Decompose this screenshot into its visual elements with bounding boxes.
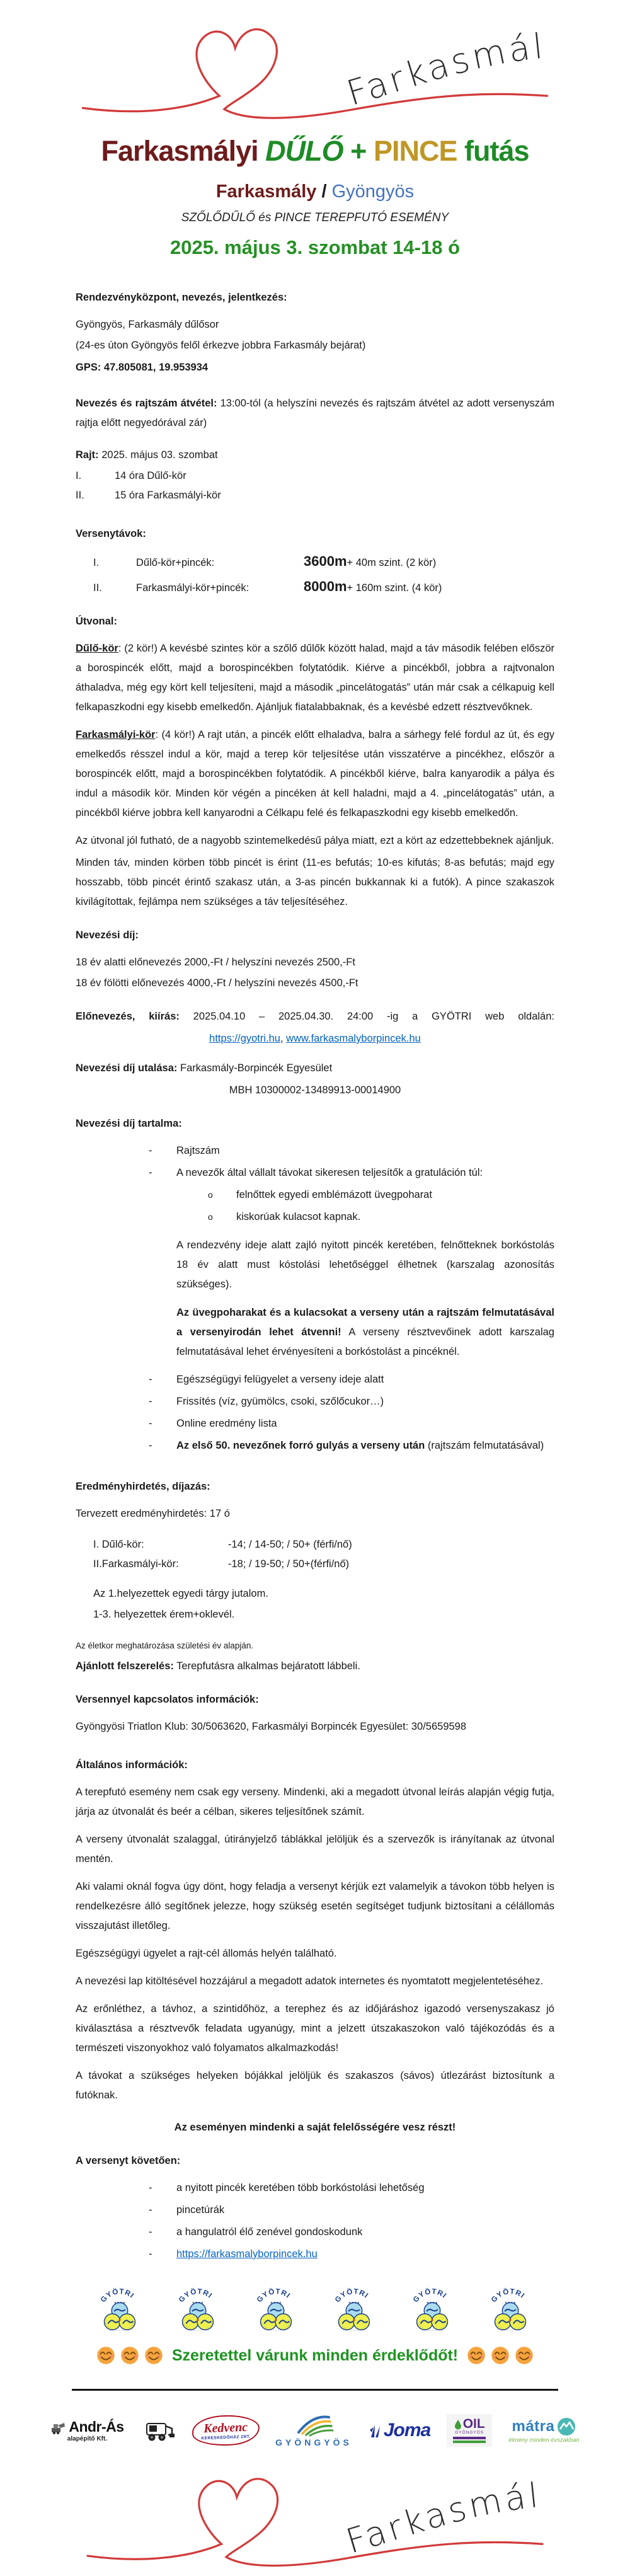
prereg-label: Előnevezés, kiírás: [76,1011,180,1022]
age-note: Az életkor meghatározása születési év alapján. [76,1641,254,1650]
fee-heading: Nevezési díj: [76,929,139,941]
title-part-futas: futás [457,135,529,167]
results-categories: -14; / 14-50; / 50+ (férfi/nő) [228,1539,352,1550]
responsibility-notice: Az eseményen mindenki a saját felelősségére vesz részt! [174,2122,456,2133]
sponsor-joma-logo [369,2420,430,2441]
prize-medal-line: 1-3. helyezettek érem+oklevél. [93,1609,235,1620]
glass-pickup-bold: Az üvegpoharakat és a kulacsokat a verseny után a rajtszám felmutatásával a versenyirodán lehet átvenni! [176,1307,554,1338]
prereg-paragraph [76,1007,554,1026]
distance-detail: + 40m szint. (2 kör) [346,557,437,568]
smiley-icon [144,2346,163,2365]
title-part-farkasmalyi: Farkasmályi [101,135,266,167]
tasting-paragraph: A rendezvény ideje alatt zajló nyitott pincék keretében, felnőtteknek borkóstolás 18 év alatt must kóstolási lehetőséggel élhetnek (karszalag azonosítás szükséges). [176,1239,554,1290]
start-item-text: 15 óra Farkasmályi-kör [115,490,221,501]
joma-claw-icon [369,2421,382,2440]
planned-results-line: Tervezett eredményhirdetés: 17 ó [76,1508,230,1519]
venue-heading: Rendezvényközpont, nevezés, jelentkezés: [76,292,287,303]
general-paragraph: A verseny útvonalát szalaggal, útirányjelző táblákkal jelöljük és a szervezők is irányítanak az útvonal mentén. [76,1834,554,1865]
route-dulo-label: Dűlő-kör [76,643,118,654]
fee-includes-bullet-goulash [76,1436,554,1456]
start-item [76,486,554,505]
sponsor-matra-tagline: élmény minden évszakban [508,2437,580,2444]
registration-text: 13:00-tól (a helyszíni nevezés és rajtszám átvétel az adott versenyszám rajtja előtt negyedórával zár) [76,398,554,428]
gyotri-club-badge [250,2283,302,2340]
general-paragraph: A terepfutó esemény nem csak egy verseny. Mindenki, aki a megadott útvonal leírás alapján végig futja, járja az útvonalát és beér a célban, sikeres teljesítőnek számít. [76,1786,554,1817]
goulash-rest: (rajtszám felmutatásával) [425,1440,544,1451]
fee-includes-bullet: - Rajtszám [76,1141,554,1161]
results-row [93,1555,554,1574]
distance-name: Dűlő-kör+pincék: [136,557,215,568]
prereg-text: 2025.04.10 – 2025.04.30. 24:00 -ig a GYÖTRI web oldalán: [179,1011,554,1022]
transfer-label: Nevezési díj utalása: [76,1062,178,1074]
farkasmaly-borpincek-footer-link[interactable]: https://farkasmalyborpincek.hu [176,2248,318,2260]
distance-detail: + 160m szint. (4 kör) [346,582,442,594]
results-race-name: II.Farkasmályi-kör: [93,1558,179,1570]
location-line [0,181,630,202]
location-separator: / [316,181,332,202]
general-paragraph: Az erőnléthez, a távhoz, a szintidőhöz, a terephez és az időjáráshoz igazodó versenyszakasz jó kiválasztása a résztvevők feladata ugyanúgy, mint a jelzett útszakaszokon való tájékozódás és a természeti viszonyokhoz való folyamatos alkalmazkodás! [76,2003,554,2054]
title-part-plus: + [343,135,374,167]
start-label: Rajt: [76,449,99,461]
sponsor-andras-logo [50,2418,123,2442]
event-datetime: 2025. május 3. szombat 14-18 ó [169,236,461,258]
smiley-icon [96,2346,115,2365]
distance-num: II. [93,582,102,594]
registration-label: Nevezés és rajtszám átvétel: [76,398,217,409]
matra-mountain-icon [557,2417,576,2436]
fee-includes-heading: Nevezési díj tartalma: [76,1118,182,1129]
fee-includes-bullet: - A nevezők által vállalt távokat sikeresen teljesítők a gratuláción túl: [76,1163,554,1183]
location-gyongyos: Gyöngyös [331,181,415,202]
route-dulo-paragraph [76,639,554,717]
sponsor-logos-row [0,2406,630,2455]
fee-includes-subbullet: o kiskorúak kulacsot kapnak. [76,1207,554,1227]
after-race-bullet: - a hangulatról élő zenével gondoskodunk [76,2222,554,2242]
prereg-links [76,1029,554,1049]
oil-logo-bars [453,2437,486,2443]
gyotri-club-badge [328,2283,380,2340]
sponsor-kedvenc-subtitle: KERESKEDŐHÁZ ZRT. [200,2434,251,2441]
fee-includes-bullet: - Egészségügyi felügyelet a verseny ideje alatt [76,1370,554,1389]
bank-account-number: MBH 10300002-13489913-00014900 [229,1084,401,1096]
general-heading: Általános információk: [76,1759,188,1771]
results-categories: -18; / 19-50; / 50+(férfi/nő) [228,1558,350,1570]
sponsor-matra-logo [508,2417,579,2444]
fee-includes-subbullet: o felnőttek egyedi emblémázott üvegpoharat [76,1185,554,1205]
distance-value: 3600m [304,553,347,569]
location-farkasmaly: Farkasmály [215,181,317,202]
farkasmaly-heart-logo [69,8,561,129]
sponsor-kedvenc-logo [192,2414,260,2447]
after-race-bullet: - a nyitott pincék keretében több borkóstolási lehetőség [76,2178,554,2198]
gyotri-badges-row [0,2283,630,2340]
distance-num: I. [93,557,100,568]
equipment-label: Ajánlott felszerelés: [76,1660,174,1672]
sponsor-matra-name: mátra [512,2418,555,2435]
glass-pickup-paragraph [176,1303,554,1362]
page-title [0,135,630,168]
route-dulo-text: : (2 kör!) A kevésbé szintes kör a szőlő dűlők között halad, majd a táv második felében először a borospincék előtt, majd a borospincékben folytatódik. Kiérve a pincékből, jobbra a rajtvonalon áthaladva, még egy kört kell teljesíteni, majd a második „pincelátogatás” után már csak a célkapuig kell felkapaszkodni egy kisebb emelkedőn. Ajánljuk fiatalabbaknak, és a kevésbé edzett résztvevőknek. [76,643,554,713]
transfer-line [76,1059,554,1078]
route-farkasmalyi-paragraph [76,725,554,823]
after-race-bullet: - pincetúrák [76,2200,554,2220]
route-note-paragraph: Az útvonal jól futható, de a nagyobb szintemelkedésű pálya miatt, ezt a kört az edzettebbeknek ajánljuk. [76,835,554,846]
start-line [76,446,554,465]
fee-over18: 18 év fölötti előnevezés 4000,-Ft / helyszíni nevezés 4500,-Ft [76,977,358,989]
sponsor-kedvenc-name: Kedvenc [203,2420,248,2436]
route-cellars-paragraph: Minden táv, minden körben több pincét is érint (11-es befutás; 10-es kifutás; 8-as befutás; majd egy hosszabb, több pincét érintő szakasz után, a 3-as pincén bukkannak ki a futók). A pince szakaszok kivilágítottak, fejlámpa nem szükséges a táv teljesítéséhez. [76,857,554,907]
start-item-num: I. [76,470,82,481]
gyotri-club-badge [484,2283,536,2340]
farkasmaly-borpincek-link[interactable]: www.farkasmalyborpincek.hu [286,1033,421,1044]
equipment-line [76,1657,554,1676]
gyongyos-stripes-icon [294,2413,334,2436]
gyotri-club-badge [172,2283,224,2340]
smiley-icon [491,2346,510,2365]
fee-includes-bullet: - Online eredmény lista [76,1414,554,1434]
general-paragraph: Egészségügyi ügyelet a rajt-cél állomás helyén található. [76,1948,337,1959]
after-race-link-bullet [76,2245,554,2264]
route-heading: Útvonal: [76,616,117,627]
title-part-dulo: DŰLŐ [265,135,343,167]
registration-paragraph [76,394,554,433]
venue-directions: (24-es úton Gyöngyös felől érkezve jobbra Farkasmály bejárat) [76,340,366,351]
general-paragraph: A távokat a szükséges helyeken bójákkal jelöljük és szakaszos (sávos) útlezárást biztosítunk a futóknak. [76,2070,554,2101]
general-paragraph: Aki valami oknál fogva úgy dönt, hogy feladja a versenyt kérjük ezt valamelyik a távokon több helyen is rendelkezésre álló segítőnek jelezze, hogy szükség esetén segítséget tudjunk biztosítani a célállomás visszajutást illetőleg. [76,1881,554,1931]
flyer-body [76,288,554,2264]
distance-name: Farkasmályi-kör+pincék: [136,582,249,594]
link-separator: , [280,1033,287,1044]
prize-first-line: Az 1.helyezettek egyedi tárgy jutalom. [93,1588,268,1599]
contact-phones: Gyöngyösi Triatlon Klub: 30/5063620, Farkasmályi Borpincék Egyesület: 30/5659598 [76,1721,467,1732]
start-item-text: 14 óra Dűlő-kör [115,470,186,481]
excavator-icon [50,2420,67,2434]
venue-address: Gyöngyös, Farkasmály dűlősor [76,319,219,330]
glass-pickup-rest: A verseny résztvevőinek adott karszalag felmutatásával lehet érvényesíteni a borkóstolást a pincéknél. [176,1326,554,1357]
title-part-pince: PINCE [373,135,457,167]
gyotri-club-badge [94,2283,146,2340]
gyotri-link[interactable]: https://gyotri.hu [209,1033,280,1044]
general-paragraph: A nevezési lap kitöltésével hozzájárul a megadott adatok internetes és nyomtatott megjelentetéséhez. [76,1975,544,1987]
equipment-text: Terepfutásra alkalmas bejáratott lábbeli. [173,1660,360,1672]
smiley-icon [120,2346,139,2365]
smiley-icon [515,2346,534,2365]
fee-under18: 18 év alatti előnevezés 2000,-Ft / helyszíni nevezés 2500,-Ft [76,957,355,968]
after-race-heading: A versenyt követően: [76,2155,181,2166]
smiley-icon [467,2346,486,2365]
distances-heading: Versenytávok: [76,528,146,539]
gps-coordinates: GPS: 47.805081, 19.953934 [76,362,209,373]
goulash-bold: Az első 50. nevezőnek forró gulyás a verseny után [176,1440,425,1451]
route-farkasmalyi-label: Farkasmályi-kör [76,729,156,740]
gyotri-club-badge [406,2283,458,2340]
distance-row [76,577,554,598]
oil-drop-icon [454,2419,462,2429]
transfer-payee: Farkasmály-Borpincék Egyesület [177,1062,333,1074]
sponsor-gyongyos-logo [275,2413,352,2447]
distance-row [76,551,554,573]
results-row [93,1535,554,1555]
welcome-line [0,2346,630,2365]
sponsor-gyongyos-name: GYÖNGYÖS [275,2437,352,2447]
fee-includes-bullet: - Frissítés (víz, gyümölcs, csoki, szőlőcukor…) [76,1392,554,1412]
contact-heading: Versennyel kapcsolatos információk: [76,1694,259,1705]
footer-divider [72,2389,558,2391]
bobcat-loader-image [140,2417,176,2444]
start-item [76,466,554,486]
start-date: 2025. május 03. szombat [98,449,218,461]
route-farkasmalyi-text: : (4 kör!) A rajt után, a pincék előtt elhaladva, balra a sárhegy felé fordul az út, és egy emelkedős résszel indul a kör, majd a terep kör teljesítése után visszatérve a pincékhez, először a borospincék előtt, majd a borospincékben folytatódik. A pincékből kiérve, balra kanyarodik a pálya és indul a második kör. Minden kör végén a pincéken át kell haladni, majd a 4. „pincelátogatás” után, a pincékből kiérve jobbra kell kanyarodni a Célkapu felé és felkapaszkodni egy kisebb emelkedőn. [76,729,554,819]
welcome-text: Szeretettel várunk minden érdeklődőt! [171,2346,459,2364]
sponsor-oil-subtitle: GYÖNGYÖS [455,2430,484,2435]
sponsor-andras-subtitle: alapépítő Kft. [67,2435,108,2442]
results-heading: Eredményhirdetés, díjazás: [76,1481,210,1492]
flyer-page [0,8,630,2447]
start-item-num: II. [76,490,84,501]
sponsor-joma-name: Joma [383,2420,431,2441]
sponsor-oil-name: OIL [462,2417,485,2432]
results-race-name: I. Dűlő-kör: [93,1539,144,1550]
sponsor-andras-name: Andr-Ás [69,2418,124,2435]
farkasmaly-heart-logo-bottom [76,2458,554,2576]
sponsor-oil-logo [447,2414,492,2447]
distance-value: 8000m [304,578,347,594]
event-subtitle: SZŐLŐDŰLŐ és PINCE TEREPFUTÓ ESEMÉNY [181,211,449,224]
